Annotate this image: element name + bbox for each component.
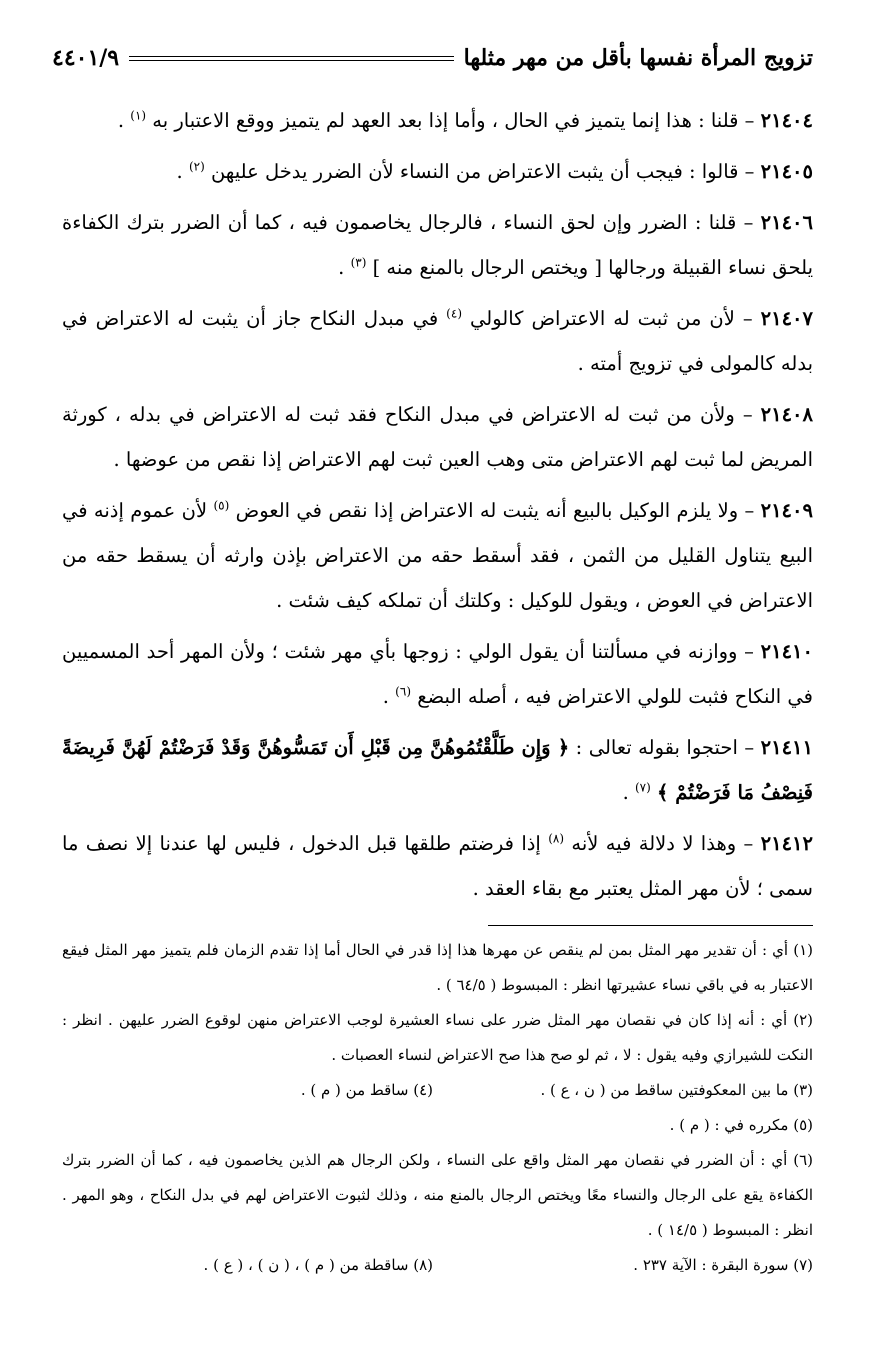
footnote-8: (٨) ساقطة من ( م ) ، ( ن ) ، ( ع ) . bbox=[203, 1256, 433, 1274]
paragraph-text: . bbox=[117, 109, 131, 132]
paragraph-number: ٢١٤٠٥ bbox=[760, 160, 813, 183]
footnote-1: (١) أي : أن تقدير مهر المثل بمن لم ينقص عن مهرها هذا إذا قدر في الحال أما إذا تقدم الزمان فلم يتميز مهر المثل فيقع الاعتبار به في باقي نساء عشيرتها انظر : المبسوط ( ٦٤/٥ ) . bbox=[62, 941, 813, 994]
quran-verse: ﴿ وَإِن طَلَّقْتُمُوهُنَّ مِن قَبْلِ أَن تَمَسُّوهُنَّ وَقَدْ فَرَضْتُمْ لَهُنَّ فَرِيضَةً فَنِصْفُ مَا فَرَضْتُمْ ﴾ bbox=[62, 736, 813, 804]
footnote-6: (٦) أي : أن الضرر في نقصان مهر المثل واقع على النساء ، ولكن الرجال هم الذين يخاصمون فيه ، كما أن الضرر بترك الكفاءة يقع على الرجال والنساء معًا ويختص الرجال بالمنع منه ، وذلك لثبوت الاعتراض لهم في بدل النكاح ، وهو المهر . انظر : المبسوط ( ١٤/٥ ) . bbox=[62, 1151, 813, 1239]
paragraph-text: – ولأن من ثبت له الاعتراض في مبدل النكاح فقد ثبت له الاعتراض في بدله ، كورثة المريض لما ثبت لهم الاعتراض متى وهب العين ثبت لهم الاعتراض إذا نقص من عوضها . bbox=[62, 403, 813, 471]
footnotes bbox=[62, 933, 813, 1283]
footnote-marker: (١) bbox=[130, 108, 147, 123]
header-rule bbox=[129, 56, 454, 61]
footnote-2: (٢) أي : أنه إذا كان في نقصان مهر المثل ضرر على نساء العشيرة لوجب الاعتراض منهن لوقوع الضرر عليهن . انظر : النكت للشيرازي وفيه يقول : لا ، ثم لو صح هذا صح الاعتراض لنساء العصبات . bbox=[62, 1011, 813, 1064]
footnote-marker: (٧) bbox=[634, 780, 651, 795]
footnote-row-3-4 bbox=[62, 1073, 813, 1108]
paragraph-number: ٢١٤٠٧ bbox=[760, 307, 813, 330]
paragraph-number: ٢١٤١٠ bbox=[760, 640, 813, 663]
paragraph-number: ٢١٤٠٨ bbox=[760, 403, 813, 426]
footnote-3: (٣) ما بين المعكوفتين ساقط من ( ن ، ع ) . bbox=[540, 1081, 813, 1099]
paragraph-number: ٢١٤١٢ bbox=[760, 832, 813, 855]
paragraph-text: في مبدل النكاح جاز أن يثبت له الاعتراض في بدله كالمولى في تزويج أمته . bbox=[62, 307, 813, 375]
paragraph-text: – قلنا : هذا إنما يتميز في الحال ، وأما إذا بعد العهد لم يتميز ووقع الاعتبار به bbox=[146, 109, 761, 132]
paragraph bbox=[62, 488, 813, 623]
footnote-4: (٤) ساقط من ( م ) . bbox=[300, 1081, 433, 1099]
paragraph-text: – وهذا لا دلالة فيه لأنه bbox=[564, 832, 761, 855]
footnote-5: (٥) مكرره في : ( م ) . bbox=[669, 1116, 813, 1134]
footnote-row-7-8 bbox=[62, 1248, 813, 1283]
paragraph bbox=[62, 98, 813, 143]
footnote-marker: (٥) bbox=[213, 498, 230, 513]
paragraph-text: . bbox=[382, 685, 396, 708]
paragraph bbox=[62, 392, 813, 482]
paragraph-text: إذا فرضتم طلقها قبل الدخول ، فليس لها عندنا إلا نصف ما سمى ؛ لأن مهر المثل يعتبر مع بقاء العقد . bbox=[62, 832, 813, 900]
footnote-marker: (٦) bbox=[395, 684, 411, 699]
footnote-7: (٧) سورة البقرة : الآية ٢٣٧ . bbox=[633, 1256, 813, 1274]
paragraph bbox=[62, 725, 813, 815]
paragraph-text: . bbox=[176, 160, 189, 183]
paragraph bbox=[62, 296, 813, 386]
footnote-marker: (٨) bbox=[548, 831, 565, 846]
paragraph-text: – ولا يلزم الوكيل بالبيع أنه يثبت له الاعتراض إذا نقص في العوض bbox=[229, 499, 761, 522]
footnote-marker: (٤) bbox=[446, 306, 462, 321]
paragraph bbox=[62, 149, 813, 194]
paragraph-text: . bbox=[622, 781, 635, 804]
body-text bbox=[62, 98, 813, 917]
running-header bbox=[52, 38, 813, 78]
paragraph-text: لأن عموم إذنه في البيع يتناول القليل من الثمن ، فقد أسقط حقه من الاعتراض بإذن وارثه أن يسقط حقه من الاعتراض في العوض ، ويقول للوكيل : وكلتك أن تملكه كيف شئت . bbox=[62, 499, 813, 612]
paragraph-number: ٢١٤٠٩ bbox=[760, 499, 813, 522]
paragraph bbox=[62, 629, 813, 719]
paragraph-text: – قلنا : الضرر وإن لحق النساء ، فالرجال يخاصمون فيه ، كما أن الضرر بترك الكفاءة يلحق نساء القبيلة ورجالها [ ويختص الرجال بالمنع منه ] bbox=[62, 211, 813, 279]
paragraph-number: ٢١٤٠٤ bbox=[760, 109, 813, 132]
paragraph bbox=[62, 821, 813, 911]
paragraph-number: ٢١٤٠٦ bbox=[760, 211, 813, 234]
paragraph-text: – قالوا : فيجب أن يثبت الاعتراض من النساء لأن الضرر يدخل عليهن bbox=[204, 160, 761, 183]
paragraph bbox=[62, 200, 813, 290]
paragraph-text: – لأن من ثبت له الاعتراض كالولي bbox=[462, 307, 761, 330]
footnote-marker: (٢) bbox=[188, 159, 205, 174]
paragraph-number: ٢١٤١١ bbox=[760, 736, 813, 759]
page-reference: ٤٤٠١/٩ bbox=[52, 45, 120, 71]
running-title: تزويج المرأة نفسها بأقل من مهر مثلها bbox=[463, 45, 813, 71]
footnote-separator bbox=[488, 925, 813, 926]
footnote-marker: (٣) bbox=[350, 255, 367, 270]
paragraph-text: – ووازنه في مسألتنا أن يقول الولي : زوجها بأي مهر شئت ؛ ولأن المهر أحد المسميين في النكاح فثبت للولي الاعتراض فيه ، أصله البضع bbox=[62, 640, 813, 708]
paragraph-text: – احتجوا بقوله تعالى : bbox=[569, 736, 761, 759]
paragraph-text: . bbox=[338, 256, 351, 279]
